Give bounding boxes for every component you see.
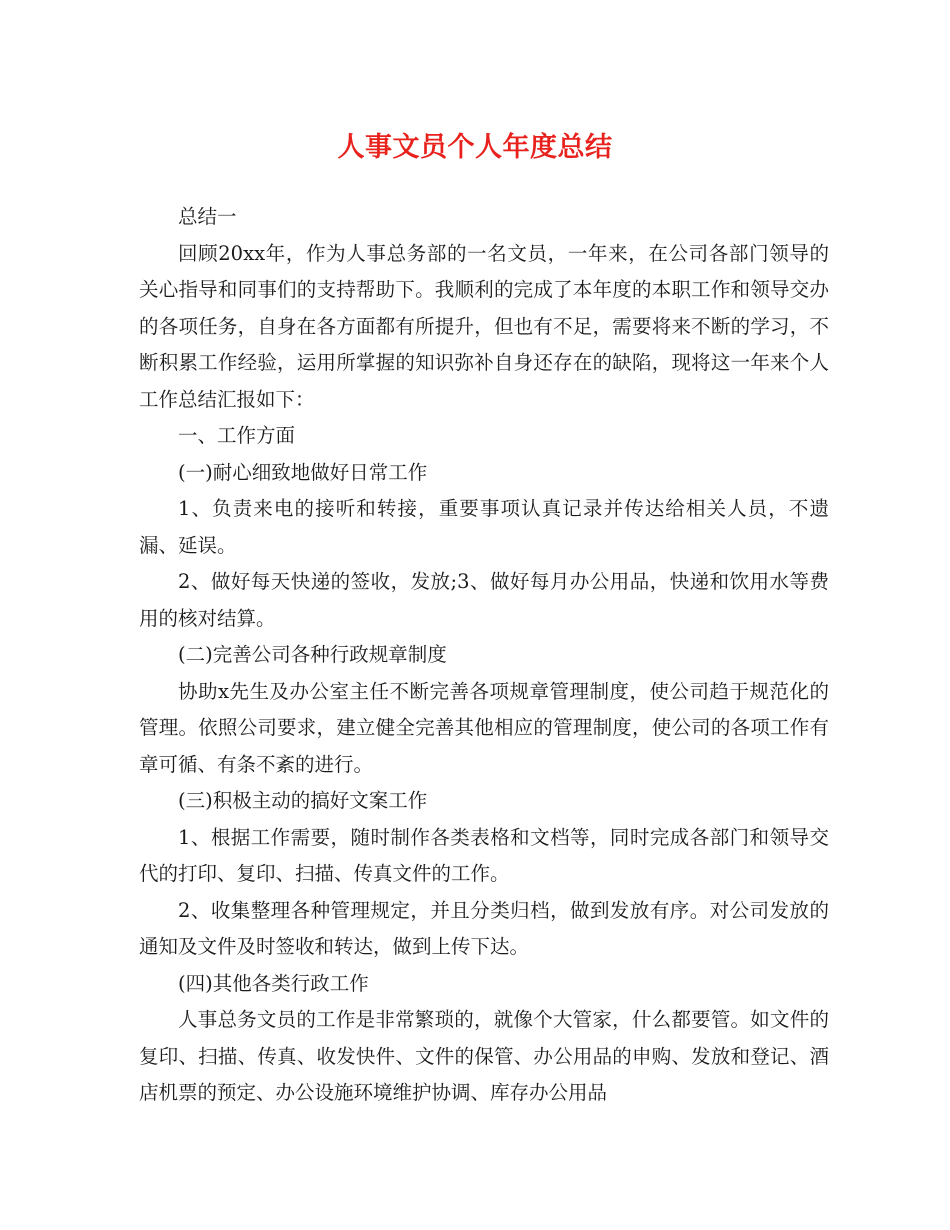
paragraph-summary-heading: 总结一	[178, 205, 237, 228]
paragraph-item-forms: 1、根据工作需要，随时制作各类表格和文档等，同时完成各部门和领导交代的打印、复印、扫描、传真文件的工作。	[139, 825, 829, 885]
subsection-heading-other: (四)其他各类行政工作	[178, 971, 369, 995]
document-title: 人事文员个人年度总结	[337, 132, 613, 163]
paragraph-item-phone: 1、负责来电的接听和转接，重要事项认真记录并传达给相关人员，不遗漏、延误。	[139, 497, 829, 557]
subsection-heading-daily-work: (一)耐心细致地做好日常工作	[178, 460, 428, 484]
paragraph-item-archiving: 2、收集整理各种管理规定，并且分类归档，做到发放有序。对公司发放的通知及文件及时签收和转达，做到上传下达。	[139, 898, 829, 958]
paragraph-intro: 回顾20xx年，作为人事总务部的一名文员，一年来，在公司各部门领导的关心指导和同事们的支持帮助下。我顺利的完成了本年度的本职工作和领导交办的各项任务，自身在各方面都有所提升，但也有不足，需要将来不断的学习，不断积累工作经验，运用所掌握的知识弥补自身还存在的缺陷，现将这一年来个人工作总结汇报如下：	[139, 241, 829, 411]
paragraph-item-delivery: 2、做好每天快递的签收，发放;3、做好每月办公用品，快递和饮用水等费用的核对结算。	[139, 570, 829, 630]
paragraph-other-work: 人事总务文员的工作是非常繁琐的，就像个大管家，什么都要管。如文件的复印、扫描、传真、收发快件、文件的保管、办公用品的申购、发放和登记、酒店机票的预定、办公设施环境维护协调、库存办公用品	[139, 1008, 829, 1104]
subsection-heading-documents: (三)积极主动的搞好文案工作	[178, 789, 428, 812]
subsection-heading-regulations: (二)完善公司各种行政规章制度	[178, 643, 447, 666]
paragraph-regulations: 协助x先生及办公室主任不断完善各项规章管理制度，使公司趋于规范化的管理。依照公司要求，建立健全完善其他相应的管理制度，使公司的各项工作有章可循、有条不紊的进行。	[139, 679, 829, 776]
document-body	[139, 199, 829, 1112]
section-heading-work: 一、工作方面	[178, 424, 296, 447]
